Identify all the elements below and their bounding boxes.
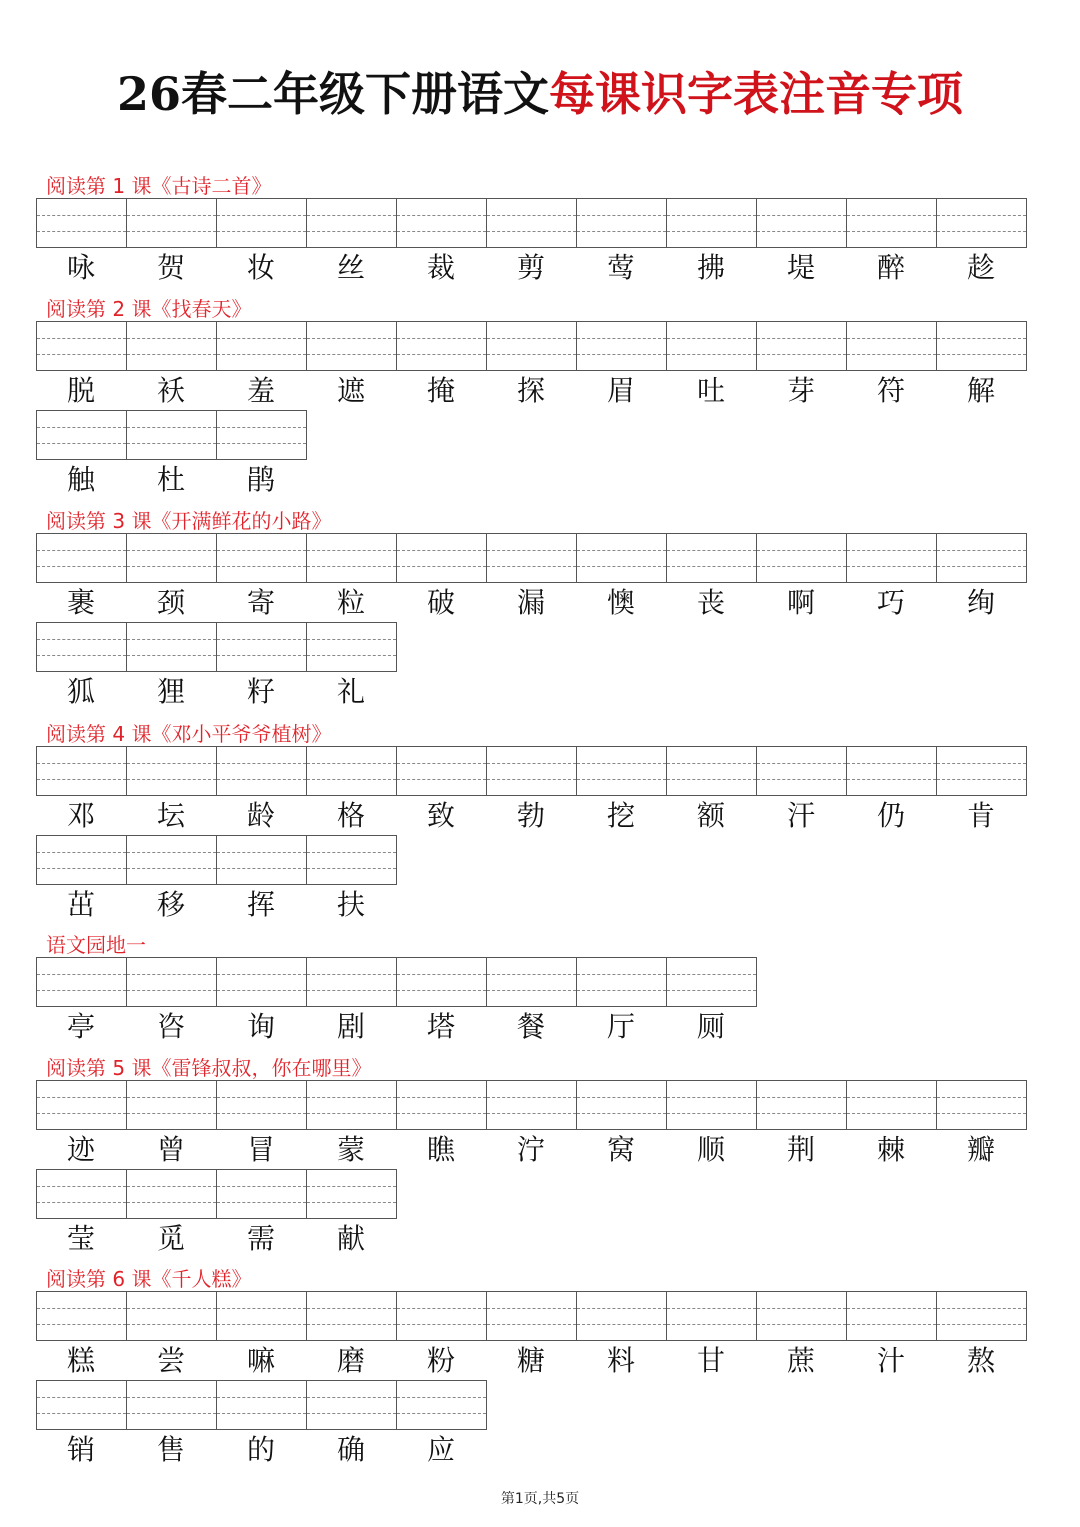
- hanzi-character: 额: [696, 799, 725, 832]
- hanzi-character: 剪: [516, 251, 545, 284]
- pinyin-writing-cell[interactable]: [757, 534, 847, 582]
- pinyin-writing-cell[interactable]: [217, 199, 307, 247]
- hanzi-character: 羞: [246, 374, 275, 407]
- hanzi-character: 询: [246, 1010, 275, 1043]
- character-row: [36, 796, 1026, 836]
- hanzi-character: 籽: [246, 675, 275, 708]
- hanzi-character: 顺: [696, 1133, 725, 1166]
- hanzi-character: 的: [246, 1433, 275, 1466]
- pinyin-writing-cell[interactable]: [397, 534, 487, 582]
- pinyin-writing-cell[interactable]: [37, 411, 127, 459]
- hanzi-character: 汁: [876, 1344, 905, 1377]
- pinyin-writing-cell[interactable]: [937, 534, 1027, 582]
- hanzi-character: 坛: [156, 799, 185, 832]
- hanzi-character: 寄: [246, 586, 275, 619]
- character-row: [36, 371, 1026, 411]
- hanzi-character: 棘: [876, 1133, 905, 1166]
- pinyin-writing-cell[interactable]: [487, 199, 577, 247]
- hanzi-character: 啊: [786, 586, 815, 619]
- pinyin-writing-cell[interactable]: [37, 322, 127, 370]
- pinyin-writing-cell[interactable]: [577, 958, 667, 1006]
- character-row: [36, 1007, 756, 1047]
- hanzi-character: 解: [966, 374, 995, 407]
- pinyin-writing-cell[interactable]: [397, 1292, 487, 1340]
- hanzi-character: 狐: [66, 675, 95, 708]
- hanzi-character: 献: [336, 1222, 365, 1255]
- hanzi-character: 探: [516, 374, 545, 407]
- character-row: [36, 248, 1026, 288]
- hanzi-character: 泞: [516, 1133, 545, 1166]
- hanzi-character: 龄: [246, 799, 275, 832]
- character-row: [36, 1341, 1026, 1381]
- pinyin-writing-cell[interactable]: [127, 411, 217, 459]
- hanzi-character: 裁: [426, 251, 455, 284]
- pinyin-writing-cell[interactable]: [307, 836, 397, 884]
- pinyin-writing-cell[interactable]: [667, 958, 757, 1006]
- page-title-red: 每课识字表注音专项: [549, 67, 963, 121]
- character-row: [36, 460, 306, 500]
- pinyin-writing-cell[interactable]: [937, 199, 1027, 247]
- hanzi-character: 亭: [66, 1010, 95, 1043]
- pinyin-writing-cell[interactable]: [847, 1292, 937, 1340]
- pinyin-writing-cell[interactable]: [127, 534, 217, 582]
- pinyin-writing-cell[interactable]: [217, 958, 307, 1006]
- pinyin-writing-cell[interactable]: [127, 1381, 217, 1429]
- pinyin-writing-cell[interactable]: [217, 1292, 307, 1340]
- hanzi-character: 挖: [606, 799, 635, 832]
- pinyin-writing-cell[interactable]: [37, 534, 127, 582]
- pinyin-writing-cell[interactable]: [577, 1292, 667, 1340]
- pinyin-writing-cell[interactable]: [127, 836, 217, 884]
- pinyin-writing-cell[interactable]: [937, 1081, 1027, 1129]
- hanzi-character: 瞧: [426, 1133, 455, 1166]
- pinyin-writing-cell[interactable]: [487, 1292, 577, 1340]
- pinyin-writing-cell[interactable]: [307, 534, 397, 582]
- pinyin-writing-cell[interactable]: [37, 199, 127, 247]
- pinyin-writing-cell[interactable]: [37, 1292, 127, 1340]
- pinyin-writing-cell[interactable]: [217, 1381, 307, 1429]
- hanzi-character: 厅: [606, 1010, 635, 1043]
- pinyin-grid-row: [36, 746, 1027, 796]
- hanzi-character: 料: [606, 1344, 635, 1377]
- hanzi-character: 杜: [156, 463, 185, 496]
- hanzi-character: 丝: [336, 251, 365, 284]
- lesson-heading: 阅读第 3 课《开满鲜花的小路》: [46, 509, 332, 533]
- hanzi-character: 颈: [156, 586, 185, 619]
- pinyin-writing-cell[interactable]: [487, 958, 577, 1006]
- hanzi-character: 仍: [876, 799, 905, 832]
- pinyin-writing-cell[interactable]: [37, 623, 127, 671]
- hanzi-character: 莹: [66, 1222, 95, 1255]
- hanzi-character: 破: [426, 586, 455, 619]
- hanzi-character: 咨: [156, 1010, 185, 1043]
- pinyin-writing-cell[interactable]: [37, 958, 127, 1006]
- pinyin-grid-row: [36, 533, 1027, 583]
- hanzi-character: 醉: [876, 251, 905, 284]
- hanzi-character: 芽: [786, 374, 815, 407]
- hanzi-character: 符: [876, 374, 905, 407]
- hanzi-character: 蔗: [786, 1344, 815, 1377]
- hanzi-character: 销: [66, 1433, 95, 1466]
- pinyin-writing-cell[interactable]: [37, 1170, 127, 1218]
- hanzi-character: 掩: [426, 374, 455, 407]
- hanzi-character: 粒: [336, 586, 365, 619]
- hanzi-character: 移: [156, 888, 185, 921]
- pinyin-writing-cell[interactable]: [757, 1292, 847, 1340]
- pinyin-writing-cell[interactable]: [307, 322, 397, 370]
- pinyin-writing-cell[interactable]: [37, 1081, 127, 1129]
- hanzi-character: 餐: [516, 1010, 545, 1043]
- hanzi-character: 堤: [786, 251, 815, 284]
- hanzi-character: 扶: [336, 888, 365, 921]
- pinyin-writing-cell[interactable]: [217, 534, 307, 582]
- pinyin-grid-row: [36, 1380, 487, 1430]
- pinyin-writing-cell[interactable]: [217, 623, 307, 671]
- hanzi-character: 曾: [156, 1133, 185, 1166]
- pinyin-writing-cell[interactable]: [127, 623, 217, 671]
- hanzi-character: 贺: [156, 251, 185, 284]
- hanzi-character: 甘: [696, 1344, 725, 1377]
- hanzi-character: 礼: [336, 675, 365, 708]
- hanzi-character: 磨: [336, 1344, 365, 1377]
- pinyin-writing-cell[interactable]: [307, 1292, 397, 1340]
- pinyin-grid-row: [36, 835, 397, 885]
- page-title-black: 26春二年级下册语文: [116, 67, 549, 121]
- pinyin-writing-cell[interactable]: [757, 1081, 847, 1129]
- hanzi-character: 绚: [966, 586, 995, 619]
- hanzi-character: 冒: [246, 1133, 275, 1166]
- pinyin-grid-row: [36, 198, 1027, 248]
- hanzi-character: 勃: [516, 799, 545, 832]
- pinyin-writing-cell[interactable]: [307, 958, 397, 1006]
- pinyin-writing-cell[interactable]: [307, 747, 397, 795]
- pinyin-writing-cell[interactable]: [847, 534, 937, 582]
- pinyin-writing-cell[interactable]: [847, 747, 937, 795]
- character-row: [36, 672, 396, 712]
- hanzi-character: 巧: [876, 586, 905, 619]
- pinyin-writing-cell[interactable]: [937, 1292, 1027, 1340]
- hanzi-character: 茁: [66, 888, 95, 921]
- lesson-heading: 阅读第 5 课《雷锋叔叔，你在哪里》: [46, 1056, 372, 1080]
- hanzi-character: 窝: [606, 1133, 635, 1166]
- pinyin-writing-cell[interactable]: [847, 199, 937, 247]
- pinyin-grid-row: [36, 1291, 1027, 1341]
- pinyin-writing-cell[interactable]: [127, 322, 217, 370]
- hanzi-character: 肯: [966, 799, 995, 832]
- hanzi-character: 需: [246, 1222, 275, 1255]
- hanzi-character: 触: [66, 463, 95, 496]
- hanzi-character: 脱: [66, 374, 95, 407]
- pinyin-writing-cell[interactable]: [127, 1081, 217, 1129]
- pinyin-grid-row: [36, 321, 1027, 371]
- pinyin-writing-cell[interactable]: [757, 199, 847, 247]
- pinyin-writing-cell[interactable]: [667, 1292, 757, 1340]
- lesson-heading: 阅读第 1 课《古诗二首》: [46, 174, 272, 198]
- lesson-heading: 阅读第 6 课《千人糕》: [46, 1267, 252, 1291]
- hanzi-character: 吐: [696, 374, 725, 407]
- pinyin-writing-cell[interactable]: [667, 747, 757, 795]
- pinyin-writing-cell[interactable]: [847, 322, 937, 370]
- hanzi-character: 糕: [66, 1344, 95, 1377]
- pinyin-writing-cell[interactable]: [397, 747, 487, 795]
- pinyin-writing-cell[interactable]: [757, 322, 847, 370]
- pinyin-writing-cell[interactable]: [217, 322, 307, 370]
- pinyin-writing-cell[interactable]: [577, 747, 667, 795]
- pinyin-writing-cell[interactable]: [127, 958, 217, 1006]
- hanzi-character: 蒙: [336, 1133, 365, 1166]
- pinyin-writing-cell[interactable]: [937, 747, 1027, 795]
- hanzi-character: 拂: [696, 251, 725, 284]
- hanzi-character: 荆: [786, 1133, 815, 1166]
- lesson-heading: 语文园地一: [46, 933, 146, 957]
- hanzi-character: 糖: [516, 1344, 545, 1377]
- pinyin-writing-cell[interactable]: [577, 322, 667, 370]
- hanzi-character: 裹: [66, 586, 95, 619]
- pinyin-grid-row: [36, 957, 757, 1007]
- pinyin-writing-cell[interactable]: [307, 1081, 397, 1129]
- pinyin-writing-cell[interactable]: [667, 1081, 757, 1129]
- hanzi-character: 应: [426, 1433, 455, 1466]
- hanzi-character: 汗: [786, 799, 815, 832]
- pinyin-writing-cell[interactable]: [127, 199, 217, 247]
- hanzi-character: 莺: [606, 251, 635, 284]
- pinyin-writing-cell[interactable]: [397, 1081, 487, 1129]
- character-row: [36, 583, 1026, 623]
- hanzi-character: 狸: [156, 675, 185, 708]
- pinyin-writing-cell[interactable]: [487, 747, 577, 795]
- pinyin-writing-cell[interactable]: [487, 1081, 577, 1129]
- pinyin-writing-cell[interactable]: [37, 1381, 127, 1429]
- character-row: [36, 1130, 1026, 1170]
- lesson-heading: 阅读第 2 课《找春天》: [46, 297, 252, 321]
- pinyin-writing-cell[interactable]: [577, 534, 667, 582]
- pinyin-writing-cell[interactable]: [487, 534, 577, 582]
- pinyin-writing-cell[interactable]: [937, 322, 1027, 370]
- hanzi-character: 漏: [516, 586, 545, 619]
- pinyin-writing-cell[interactable]: [127, 1292, 217, 1340]
- pinyin-writing-cell[interactable]: [217, 1081, 307, 1129]
- pinyin-writing-cell[interactable]: [397, 1381, 487, 1429]
- hanzi-character: 剧: [336, 1010, 365, 1043]
- hanzi-character: 眉: [606, 374, 635, 407]
- hanzi-character: 厕: [696, 1010, 725, 1043]
- hanzi-character: 懊: [606, 586, 635, 619]
- pinyin-writing-cell[interactable]: [217, 836, 307, 884]
- pinyin-writing-cell[interactable]: [397, 322, 487, 370]
- hanzi-character: 格: [336, 799, 365, 832]
- character-row: [36, 1219, 396, 1259]
- character-row: [36, 885, 396, 925]
- hanzi-character: 咏: [66, 251, 95, 284]
- hanzi-character: 鹃: [246, 463, 275, 496]
- hanzi-character: 趁: [966, 251, 995, 284]
- pinyin-writing-cell[interactable]: [397, 199, 487, 247]
- pinyin-grid-row: [36, 1169, 397, 1219]
- pinyin-writing-cell[interactable]: [577, 199, 667, 247]
- hanzi-character: 迹: [66, 1133, 95, 1166]
- hanzi-character: 袄: [156, 374, 185, 407]
- character-row: [36, 1430, 486, 1470]
- hanzi-character: 妆: [246, 251, 275, 284]
- pinyin-writing-cell[interactable]: [217, 747, 307, 795]
- hanzi-character: 觅: [156, 1222, 185, 1255]
- hanzi-character: 粉: [426, 1344, 455, 1377]
- hanzi-character: 售: [156, 1433, 185, 1466]
- pinyin-grid-row: [36, 622, 397, 672]
- pinyin-grid-row: [36, 1080, 1027, 1130]
- page-title: [0, 58, 1080, 124]
- hanzi-character: 熬: [966, 1344, 995, 1377]
- pinyin-grid-row: [36, 410, 307, 460]
- hanzi-character: 遮: [336, 374, 365, 407]
- pinyin-writing-cell[interactable]: [307, 1381, 397, 1429]
- pinyin-writing-cell[interactable]: [37, 747, 127, 795]
- pinyin-writing-cell[interactable]: [757, 747, 847, 795]
- lesson-heading: 阅读第 4 课《邓小平爷爷植树》: [46, 722, 332, 746]
- pinyin-writing-cell[interactable]: [847, 1081, 937, 1129]
- pinyin-writing-cell[interactable]: [217, 1170, 307, 1218]
- pinyin-writing-cell[interactable]: [397, 958, 487, 1006]
- pinyin-writing-cell[interactable]: [217, 411, 307, 459]
- hanzi-character: 邓: [66, 799, 95, 832]
- pinyin-writing-cell[interactable]: [307, 199, 397, 247]
- hanzi-character: 塔: [426, 1010, 455, 1043]
- pinyin-writing-cell[interactable]: [37, 836, 127, 884]
- hanzi-character: 尝: [156, 1344, 185, 1377]
- pinyin-writing-cell[interactable]: [667, 199, 757, 247]
- pinyin-writing-cell[interactable]: [307, 1170, 397, 1218]
- hanzi-character: 挥: [246, 888, 275, 921]
- pinyin-writing-cell[interactable]: [127, 1170, 217, 1218]
- hanzi-character: 瓣: [966, 1133, 995, 1166]
- hanzi-character: 嘛: [246, 1344, 275, 1377]
- pinyin-writing-cell[interactable]: [667, 534, 757, 582]
- pinyin-writing-cell[interactable]: [307, 623, 397, 671]
- hanzi-character: 确: [336, 1433, 365, 1466]
- pinyin-writing-cell[interactable]: [577, 1081, 667, 1129]
- hanzi-character: 致: [426, 799, 455, 832]
- pinyin-writing-cell[interactable]: [127, 747, 217, 795]
- page-footer: 第1页,共5页: [500, 1491, 580, 1507]
- pinyin-writing-cell[interactable]: [667, 322, 757, 370]
- pinyin-writing-cell[interactable]: [487, 322, 577, 370]
- hanzi-character: 丧: [696, 586, 725, 619]
